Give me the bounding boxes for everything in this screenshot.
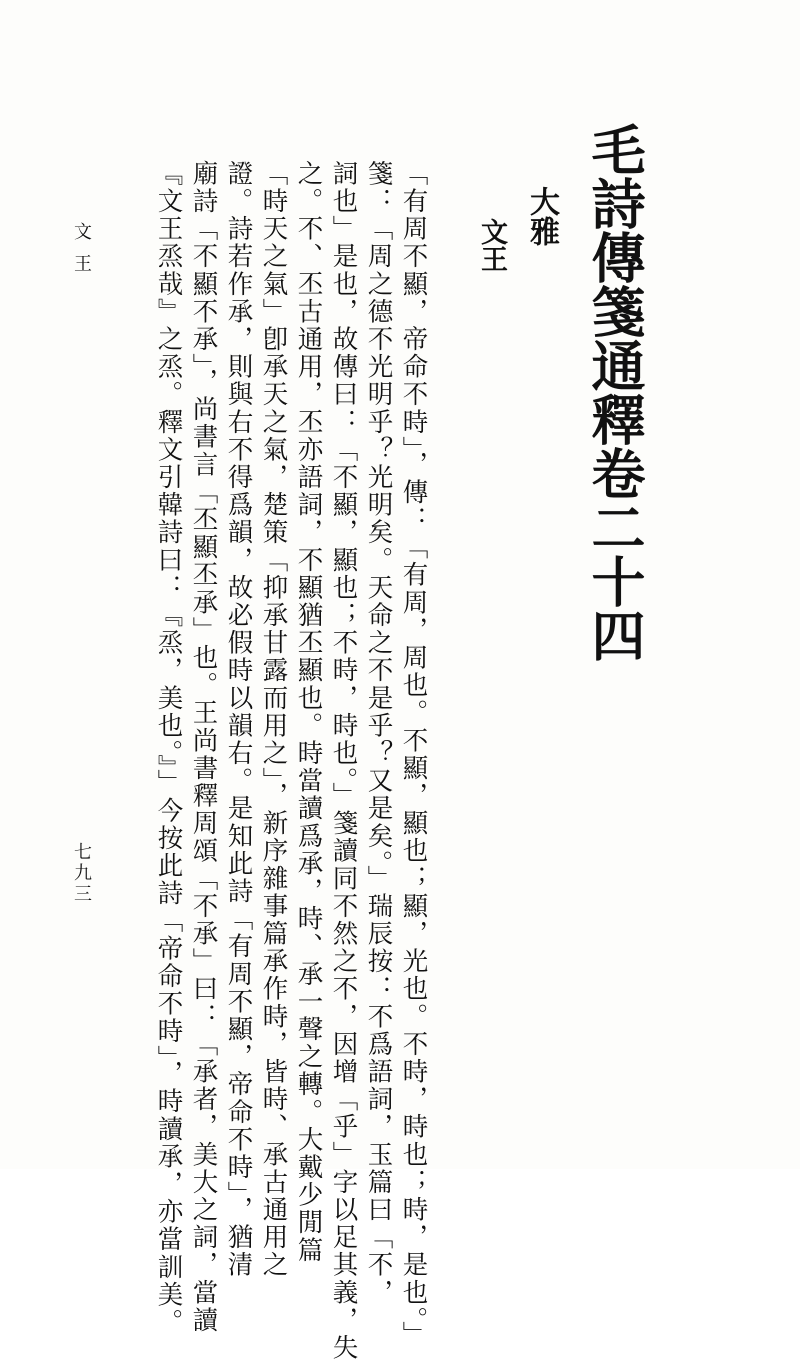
body-line: 「時天之氣」卽承天之氣，楚策「抑承甘露而用之」，新序雜事篇承作時，皆時、承古通用之 (258, 160, 289, 1279)
body-line: 「有周不顯，帝命不時」，傳：「有周，周也。不顯，顯也；顯，光也。不時，時也；時，是也。」 (398, 160, 429, 1349)
section-title: 大雅 (524, 186, 559, 246)
book-title: 毛詩傳箋通釋卷二十四 (583, 122, 647, 662)
body-line: 詞也」是也，故傳曰：「不顯，顯也；不時，時也。」箋讀同不然之不，因增「乎」字以足其義，失 (328, 160, 359, 1362)
running-title: 文王 (71, 222, 92, 286)
body-line: 箋：「周之德不光明乎？光明矣。天命之不是乎？又是矣。」瑞辰按：不爲語詞，玉篇曰「不， (363, 160, 394, 1307)
body-line: 之。不、丕古通用，丕亦語詞，不顯猶丕顯也。時當讀爲承，時、承一聲之轉。大戴少閒篇 (293, 160, 324, 1264)
page-number: 七九三 (71, 842, 92, 905)
body-line: 『文王烝哉』之烝。釋文引韓詩曰：『烝，美也。』」今按此詩「帝命不時」，時讀承，亦當訓美。 (153, 160, 184, 1337)
body-line: 證。詩若作承，則與右不得爲韻，故必假時以韻右。是知此詩「有周不顯，帝命不時」，猶清 (223, 160, 254, 1279)
chapter-title: 文王 (476, 218, 507, 272)
body-line: 廟詩「不顯不承」，尚書言「丕顯丕承」也。王尚書釋周頌「不承」曰：「承者，美大之詞，當讀 (188, 160, 219, 1335)
